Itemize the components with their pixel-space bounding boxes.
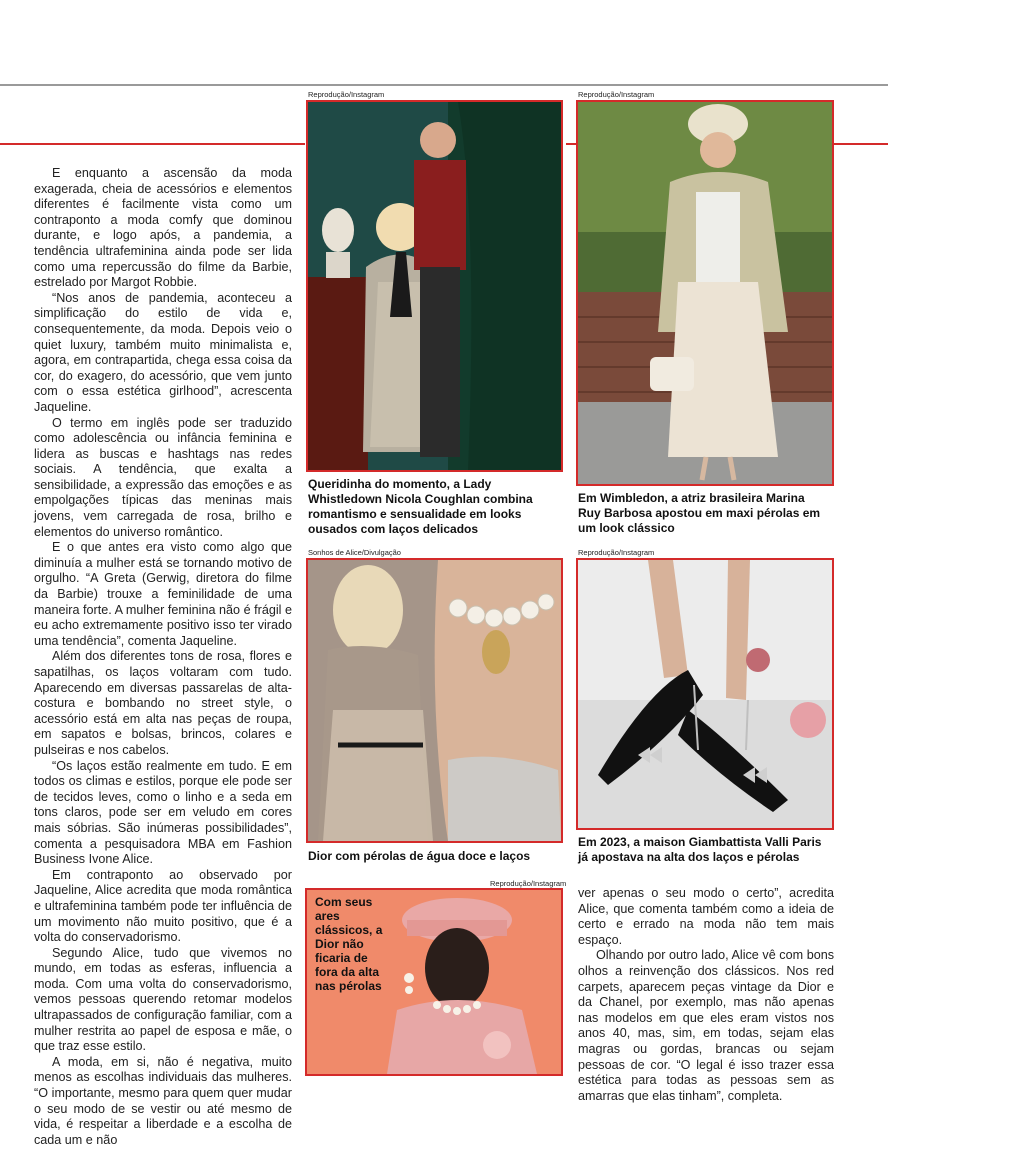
photo-credit: Sonhos de Alice/Divulgação xyxy=(308,548,401,557)
photo-nicola-coughlan xyxy=(306,100,563,472)
top-gray-rule xyxy=(0,84,888,86)
paragraph: E enquanto a ascensão da moda exagerada, cheia de acessórios e elementos diferentes é facilmente vista como um contraponto a moda comfy que dominou durante, e logo após, a pandemia, a tendência ultrafeminina ainda pode ser lida como uma repercussão do filme da Barbie, estrelado por Margot Robbie. xyxy=(34,166,292,290)
paragraph: E o que antes era visto como algo que diminuía a mulher está se tornando motivo de orgulho. “A Greta (Gerwig, diretora do filme da Barbie) trouxe a feminilidade de uma maneira forte. A mulher feminina não é frágil e eu acho extremamente positivo isso ter virado uma tendência”, comenta Jaqueline. xyxy=(34,540,292,648)
photo-credit: Reprodução/Instagram xyxy=(490,879,567,888)
paragraph: “Nos anos de pandemia, aconteceu a simplificação do estilo de vida e, consequentemente, da moda. Depois veio o quiet luxury, também muito minimalista e, agora, em contrapartida, chega essa coisa da cor, do exagero, do acessório, que vem junto com o essa estética girlhood”, acrescenta Jaqueline. xyxy=(34,290,292,414)
photo-dior-perolas xyxy=(306,558,563,843)
paragraph: A moda, em si, não é negativa, muito menos as escolhas individuais das mulheres. “O importante, mesmo para quem quer mudar o seu modo de se vestir ou até mesmo de vida, é respeitar a liberdade e a escolha de cada um e não xyxy=(34,1054,292,1147)
section-red-rule-left xyxy=(0,143,305,145)
sidebar-caption: Com seus ares clássicos, a Dior não ficaria de fora da alta nas pérolas xyxy=(315,895,383,993)
section-red-rule-right xyxy=(834,143,888,145)
photo-credit: Reprodução/Instagram xyxy=(578,90,655,99)
paragraph: “Os laços estão realmente em tudo. E em todos os climas e estilos, porque ele pode ser de tecidos leves, como o linho e a seda em tons claros, pode ser em veludo em cores mais sóbrias. São inúmeras possibilidades”, comenta a pesquisadora MBA em Fashion Business Ivone Alice. xyxy=(34,758,292,867)
photo-giambattista-valli xyxy=(576,558,834,830)
photo-credit: Reprodução/Instagram xyxy=(308,90,385,99)
paragraph: O termo em inglês pode ser traduzido como adolescência ou infância feminina e lidera as buscas e hashtags nas redes sociais. A tendência, que exalta a sensibilidade, a expressão das emoções e as empolgações típicas das meninas mais jovens, vem carregada de rosa, brilho e elementos do universo romântico. xyxy=(34,415,292,539)
photo-caption: Queridinha do momento, a Lady Whistledown Nicola Coughlan combina romantismo e sensualidade em looks ousados com laços delicados xyxy=(308,477,533,536)
photo-credit: Reprodução/Instagram xyxy=(578,548,655,557)
paragraph: Segundo Alice, tudo que vivemos no mundo, em todas as esferas, influencia a moda. Com uma volta do conservadorismo, vemos pessoas querendo retomar modelos ultrapassados de configuração familiar, com a mulher restrita ao papel de esposa e mãe, o que traz esse estilo. xyxy=(34,945,292,1054)
paragraph: Olhando por outro lado, Alice vê com bons olhos a reinvenção dos clássicos. Nos red carpets, aparecem peças vintage da Dior e da Chanel, por exemplo, mas não apenas nas modelos em que eles eram vistos nos anos 40, mas, sim, em todas, sejam elas magras ou gordas, brancas ou sejam pessoas de cor. “O legal é isso trazer essa estética para todas as pessoas sem as amarras que elas tinham”, completa. xyxy=(578,948,834,1103)
photo-caption: Em Wimbledon, a atriz brasileira Marina Ruy Barbosa apostou em maxi pérolas em um look clássico xyxy=(578,491,821,535)
article-column-3 xyxy=(578,886,834,1104)
paragraph: ver apenas o seu modo o certo”, acredita Alice, que comenta também como a ideia de certo e errado na moda não tem mais espaço. xyxy=(578,886,834,947)
photo-caption: Dior com pérolas de água doce e laços xyxy=(308,849,531,863)
paragraph: Em contraponto ao observado por Jaqueline, Alice acredita que moda romântica e ultrafeminina também pode ter influência de um movimento não muito positivo, que é a volta do conservadorismo. xyxy=(34,867,292,945)
photo-caption: Em 2023, a maison Giambattista Valli Paris já apostava na alta dos laços e pérolas xyxy=(578,835,822,864)
photo-marina-ruy-barbosa xyxy=(576,100,834,486)
paragraph: Além dos diferentes tons de rosa, flores e sapatilhas, os laços voltaram com tudo. Aparecendo em diversas passarelas de alta-costura e bombando no street style, o acessório está em alta nas peças de roupa, em sapatos e bolsas, brincos, colares e pulseiras e nos cabelos. xyxy=(34,649,292,757)
article-column-1 xyxy=(34,166,292,1148)
